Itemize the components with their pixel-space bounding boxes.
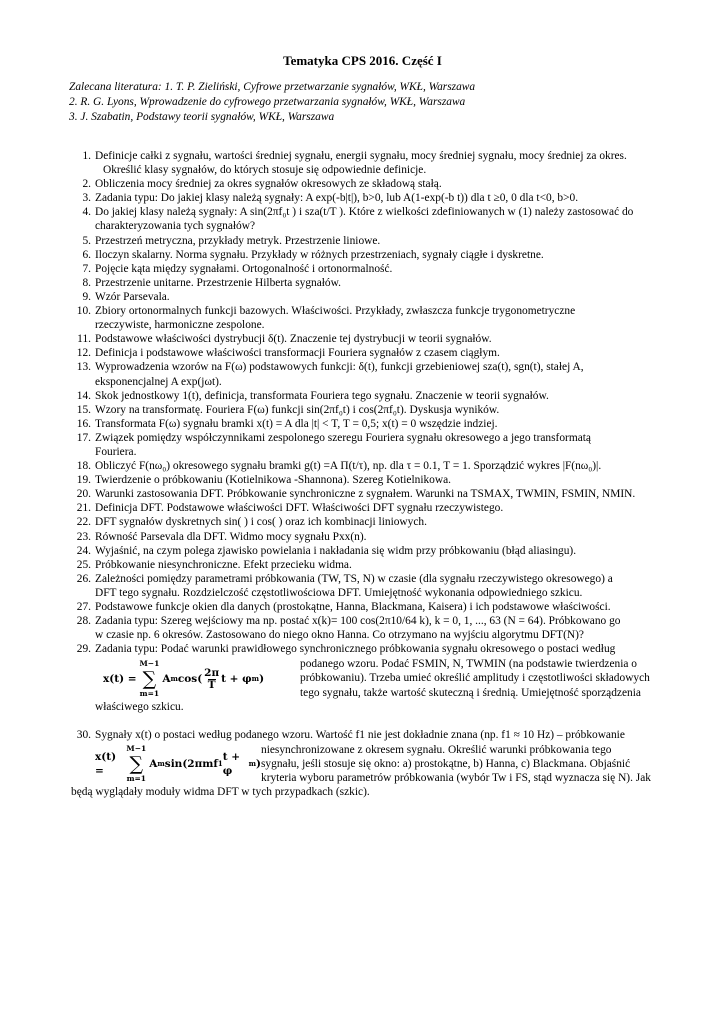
item-line: Związek pomiędzy współczynnikami zespolonego szeregu Fouriera sygnału okresowego a jego transformatą	[95, 431, 591, 444]
item-number: 3.	[82, 192, 91, 205]
item-line: Skok jednostkowy 1(t), definicja, transformata Fouriera tego sygnału. Znaczenie w teorii sygnałów.	[95, 389, 549, 402]
list-item	[71, 515, 671, 529]
list-item	[71, 262, 671, 276]
item-line: będą wyglądały moduły widma DFT w tych przypadkach (szkic).	[71, 786, 370, 799]
item-line: eksponencjalnej A exp(jωt).	[95, 375, 222, 388]
item-number: 12.	[76, 347, 91, 360]
list-item	[71, 403, 671, 417]
item-line: niesynchronizowane z okresem sygnału. Określić warunki próbkowania tego	[261, 743, 612, 756]
item-line: DFT tego sygnału. Rozdzielczość częstotliwościowa DFT. Umiejętność wykonania odpowiedniego szkicu.	[95, 586, 583, 599]
item-line: próbkowaniu). Trzeba umieć określić amplitudy i częstotliwości składowych	[300, 672, 650, 685]
formula-term: cos(	[177, 673, 203, 686]
formula-term: t + φ	[222, 750, 241, 777]
list-item	[71, 530, 671, 544]
topic-list	[71, 149, 671, 799]
list-item	[71, 290, 671, 304]
item-number: 26.	[76, 572, 91, 585]
item-number: 15.	[76, 403, 91, 416]
item-line: Obliczyć F(nω₀) okresowego sygnału bramki g(t) =A Π(t/τ), np. dla τ = 0.1, T = 1. Sporządzić wykres |F(nω₀)|.	[95, 460, 602, 473]
item-number: 4.	[82, 206, 91, 219]
equation-row	[95, 657, 671, 699]
item-number: 21.	[76, 502, 91, 515]
item-line: Warunki zastosowania DFT. Próbkowanie synchroniczne z sygnałem. Warunki na TSMAX, TWMIN, FSMIN, NMIN.	[95, 488, 636, 501]
item-number: 8.	[82, 276, 91, 289]
formula-subscript: m	[157, 758, 165, 768]
list-item	[71, 417, 671, 431]
list-item-29	[71, 642, 671, 713]
item-line: Zależności pomiędzy parametrami próbkowania (TW, TS, N) w czasie (dla sygnału rzeczywistego okresowego) a	[95, 572, 613, 585]
list-item	[71, 501, 671, 515]
item-line: Iloczyn skalarny. Norma sygnału. Przykłady w różnych przestrzeniach, sygnały ciągłe i dyskretne.	[95, 248, 544, 261]
formula-subscript: 1	[217, 758, 223, 768]
item-line: Fouriera.	[95, 445, 137, 458]
item-line: Przestrzenie unitarne. Przestrzenie Hilberta sygnałów.	[95, 276, 341, 289]
sum-symbol: M−1 ∑ m=1	[139, 659, 160, 699]
fraction-numerator: 2π	[204, 666, 220, 679]
item-line: Zadania typu: Szereg wejściowy ma np. postać x(k)= 100 cos(2π10/64 k), k = 0, 1, ..., 63 (N = 64). Próbkowano go	[95, 615, 621, 628]
sum-lower-limit: m=1	[126, 773, 147, 783]
items-container	[71, 149, 671, 642]
formula-term: sin(2πmf	[164, 757, 218, 770]
formula-term: )	[256, 757, 261, 770]
item-line: Podstawowe funkcje okien dla danych (prostokątne, Hanna, Blackmana, Kaisera) i ich podstawowe właściwości.	[95, 601, 611, 613]
list-item	[71, 177, 671, 191]
sum-lower-limit: m=1	[139, 689, 160, 699]
item-line: Twierdzenie o próbkowaniu (Kotielnikowa -Shannona). Szereg Kotielnikowa.	[95, 474, 452, 487]
item-line: Podstawowe właściwości dystrybucji δ(t). Znaczenie tej dystrybucji w teorii sygnałów.	[95, 333, 492, 346]
item-line: Wyjaśnić, na czym polega zjawisko powielania i nakładania się widm przy próbkowaniu (błąd aliasingu).	[95, 544, 577, 557]
list-item	[71, 149, 671, 177]
item-line: Definicje całki z sygnału, wartości średniej sygnału, energii sygnału, mocy średniej sygnału, mocy średniej za okres.	[95, 150, 627, 162]
item-line: Transformata F(ω) sygnału bramki x(t) = A dla |t| < T, T = 0,5; x(t) = 0 wszędzie indziej.	[95, 417, 498, 430]
item-number: 25.	[76, 558, 91, 571]
item-line: podanego wzoru. Podać FSMIN, N, TWMIN (na podstawie twierdzenia o	[300, 658, 638, 671]
formula-term: A	[162, 673, 171, 686]
item-line: Zbiory ortonormalnych funkcji bazowych. Właściwości. Przykłady, zwłaszcza funkcje trygonometryczne	[95, 305, 576, 318]
formula-subscript: m	[251, 674, 260, 684]
item-line: rzeczywiste, harmoniczne zespolone.	[95, 319, 265, 332]
item-number: 22.	[76, 516, 91, 529]
formula-term: t + φ	[221, 673, 252, 686]
item-line: Zadania typu: Do jakiej klasy należą sygnały: A exp(-b|t|), b>0, lub A(1-exp(-b t)) dla t ≥0, 0 dla t<0, b>0.	[95, 192, 579, 205]
item-line: charakteryzowania tych sygnałów?	[95, 220, 256, 233]
item-number: 13.	[76, 361, 91, 374]
fraction-denominator: T	[207, 678, 216, 691]
list-item-30	[71, 728, 671, 742]
list-item	[71, 431, 671, 459]
formula-29	[95, 657, 300, 699]
item-line: w czasie np. 6 okresów. Zastosowano do niego okno Hanna. Co otrzymano na wyjściu algorytmu DFT(N)?	[95, 629, 584, 642]
item-number: 1.	[82, 150, 91, 162]
item-number: 17.	[76, 431, 91, 444]
item-line: Definicja i podstawowe właściwości transformacji Fouriera sygnałów z czasem ciągłym.	[95, 347, 500, 360]
formula-subscript: m	[248, 758, 257, 768]
item-line: tego sygnału, także wartość skuteczną i średnią. Umiejętność sporządzenia	[300, 686, 641, 699]
list-item	[71, 614, 671, 642]
item-number: 29.	[76, 643, 91, 656]
list-item	[71, 600, 671, 614]
item-number: 11.	[77, 333, 91, 346]
literature-line-3: 3. J. Szabatin, Podstawy teorii sygnałów, WKŁ, Warszawa	[69, 111, 335, 123]
item-number: 18.	[76, 460, 91, 473]
item-number: 23.	[76, 530, 91, 543]
item-number: 19.	[76, 474, 91, 487]
equation-row	[71, 743, 671, 785]
item-line: Sygnały x(t) o postaci według podanego wzoru. Wartość f1 nie jest dokładnie znana (np. f1 ≈ 10 Hz) – próbkowanie	[95, 728, 625, 741]
literature-block	[69, 80, 475, 125]
item-line: kryteria wyboru parametrów próbkowania (wybór Tw i FS, stąd wyznacza się N). Jak	[261, 772, 651, 785]
item-line: właściwego szkicu.	[95, 700, 184, 713]
list-item	[71, 389, 671, 403]
item-line: Określić klasy sygnałów, do których stosuje się odpowiednie definicje.	[103, 164, 427, 177]
literature-line-1: Zalecana literatura: 1. T. P. Zieliński, Cyfrowe przetwarzanie sygnałów, WKŁ, Warszawa	[69, 81, 476, 93]
sum-upper-limit: M−1	[126, 743, 147, 753]
item-number: 2.	[82, 178, 91, 191]
list-item	[71, 544, 671, 558]
item-line: Obliczenia mocy średniej za okres sygnałów okresowych ze składową stałą.	[95, 178, 442, 191]
formula-30	[71, 743, 261, 784]
item-number: 5.	[82, 234, 91, 247]
item-line: Pojęcie kąta między sygnałami. Ortogonalność i ortonormalność.	[95, 262, 393, 275]
formula-term: A	[149, 757, 158, 770]
list-item	[71, 276, 671, 290]
item-number: 6.	[82, 248, 91, 261]
list-item	[71, 234, 671, 248]
item-number: 30.	[76, 728, 91, 741]
formula-subscript: m	[170, 674, 178, 684]
list-item	[71, 558, 671, 572]
list-item	[71, 304, 671, 332]
list-item	[71, 346, 671, 360]
list-item	[71, 205, 671, 233]
formula-lhs: x(t) =	[103, 673, 137, 686]
item-line: DFT sygnałów dyskretnych sin( ) i cos( ) oraz ich kombinacji liniowych.	[95, 516, 427, 529]
item-line: Wzór Parsevala.	[95, 290, 170, 303]
list-item	[71, 572, 671, 600]
formula-fraction	[204, 668, 219, 691]
item-line: Do jakiej klasy należą sygnały: A sin(2πf₀t ) i sza(t/T ). Które z wielkości zdefiniowanych w (1) należy zastosować do	[95, 206, 634, 219]
list-item	[71, 473, 671, 487]
list-item	[71, 248, 671, 262]
item-line: Wzory na transformatę. Fouriera F(ω) funkcji sin(2πf₀t) i cos(2πf₀t). Dyskusja wyników.	[95, 403, 500, 416]
item-number: 7.	[82, 262, 91, 275]
sum-upper-limit: M−1	[139, 659, 160, 669]
item-line: sygnału, jeśli stosuje się okno: a) prostokątne, b) Hanna, c) Blackmana. Objaśnić	[261, 757, 631, 770]
item-number: 24.	[76, 544, 91, 557]
list-item	[71, 487, 671, 501]
list-item	[71, 459, 671, 473]
list-item	[71, 332, 671, 346]
item-line: Wyprowadzenia wzorów na F(ω) podstawowych funkcji: δ(t), funkcji grzebieniowej sza(t), sgn(t), stałej A,	[95, 361, 584, 374]
item-line: Definicja DFT. Podstawowe właściwości DFT. Właściwości DFT sygnału rzeczywistego.	[95, 502, 504, 515]
item-number: 27.	[76, 601, 91, 613]
formula-term: )	[259, 673, 265, 686]
list-item	[71, 360, 671, 388]
item-number: 28.	[76, 615, 91, 628]
item-number: 20.	[76, 488, 91, 501]
item-line: Równość Parsevala dla DFT. Widmo mocy sygnału Pxx(n).	[95, 530, 367, 543]
literature-line-2: 2. R. G. Lyons, Wprowadzenie do cyfrowego przetwarzania sygnałów, WKŁ, Warszawa	[69, 96, 466, 108]
item-line: Przestrzeń metryczna, przykłady metryk. Przestrzenie liniowe.	[95, 234, 381, 247]
item-line: Próbkowanie niesynchroniczne. Efekt przecieku widma.	[95, 558, 352, 571]
formula-lhs: x(t) =	[95, 750, 117, 777]
item-number: 14.	[76, 389, 91, 402]
item-number: 10.	[76, 305, 91, 318]
list-item	[71, 191, 671, 205]
item-line: Zadania typu: Podać warunki prawidłowego synchronicznego próbkowania sygnału okresowego o postaci według	[95, 643, 616, 656]
item-number: 9.	[82, 290, 91, 303]
item-number: 16.	[76, 417, 91, 430]
sum-symbol: M−1 ∑ m=1	[126, 743, 147, 783]
document-title: Tematyka CPS 2016. Część I	[283, 53, 442, 68]
